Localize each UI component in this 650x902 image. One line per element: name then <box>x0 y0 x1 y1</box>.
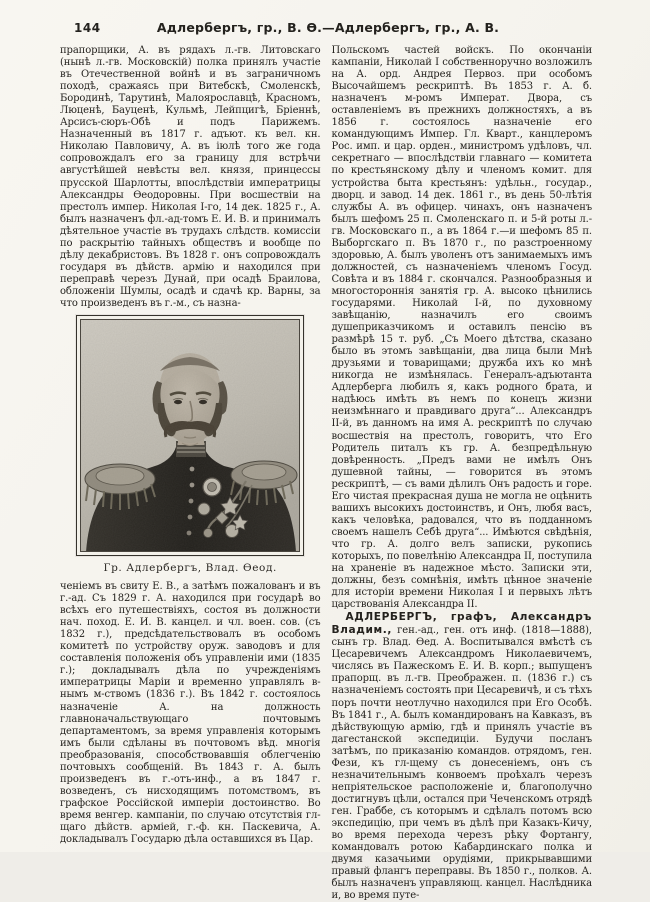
right-column-paragraph-1: Польскомъ частей войскъ. По окончаніи кампаніи, Николай I собственноручно возложилъ на А. орд. Андрея Первоз. при особомъ Высочайшемъ рескриптѣ. Въ 1853 г. А. б. назначенъ м-ромъ Императ. Двора, съ оставленіемъ въ прежнихъ должностяхъ, а въ 1856 г. состоялось назначеніе его командующимъ Импер. Гл. Кварт., канцлеромъ Рос. имп. и цар. орден., министромъ удѣловъ, чл. секретнаго — впослѣдствіи главнаго — комитета по крестьянскому дѣлу и членомъ комит. для устройства быта крестьянъ: удѣльн., государ., дворц. и завод. 14 дек. 1861 г., въ день 50-лѣтія службы А. въ офицер. чинахъ, онъ назначенъ былъ шефомъ 25 п. Смоленскаго п. и 5-й роты л.-гв. Московскаго п., а въ 1864 г.—и шефомъ 85 п. Выборгскаго п. Въ 1870 г., по разстроенному здоровью, А. былъ уволенъ отъ занимаемыхъ имъ должностей, съ назначеніемъ членомъ Госуд. Совѣта и въ 1884 г. скончался. Разнообразныя и многостороннія занятія гр. А. высоко цѣнились государями. Николай I-й, по духовному завѣщанію, назначилъ его своимъ душеприказчикомъ и оставилъ пенсію въ размѣрѣ 15 т. руб. „Съ Моего дѣтства, сказано было въ этомъ завѣщаніи, два лица были Мнѣ друзьями и товарищами; дружба ихъ ко мнѣ никогда не измѣнялась. Генералъ-адъютанта Адлерберга любилъ я, какъ родного брата, и надѣюсь имѣть въ немъ по конецъ жизни неизмѣннаго и правдиваго друга“... Александръ II-й, въ данномъ на имя А. рескриптѣ по случаю восшествія на престолъ, говоритъ, что Его Родитель питалъ къ гр. А. безпредѣльную довѣренность. „Предъ вами не имѣлъ Онъ душевной тайны, — говорится въ этомъ рескриптѣ, — съ вами дѣлилъ Онъ радость и горе. Его чистая прекрасная душа не могла не оцѣнить вашихъ высокихъ достоинствъ, и Онъ, любя васъ, какъ человѣка, радовался, что въ подданномъ своемъ нашелъ Себѣ друга“... Имѣются свѣдѣнія, что гр. А. долго велъ записки, рукопись которыхъ, по повелѣнію Александра II, поступила на храненіе въ надежное мѣсто. Записки эти, должны, безъ сомнѣнія, имѣть цѣнное значеніе для исторіи времени Николая I и первыхъ лѣтъ царствованія Александра II. <box>331 45 592 611</box>
left-column-paragraph-1: прапорщики, А. въ рядахъ л.-гв. Литовскаго (нынѣ л.-гв. Московскій) полка принялъ участіе въ Отечественной войнѣ и въ заграничномъ походѣ, сражаясь при Витебскѣ, Смоленскѣ, Бородинѣ, Тарутинѣ, Малоярославцѣ, Красномъ, Люценѣ, Бауценѣ, Кульмѣ, Лейпцигѣ, Бріеннѣ, Арсисъ-сюръ-Обѣ и подъ Парижемъ. Назначенный въ 1817 г. адъют. къ вел. кн. Николаю Павловичу, А. въ іюлѣ того же года сопровождалъ его за границу для встрѣчи августѣйшей невѣсты вел. князя, принцессы прусской Шарлотты, впослѣдствіи императрицы Александры Ѳеодоровны. При восшествіи на престолъ импер. Николая I-го, 14 дек. 1825 г., А. былъ назначенъ фл.-ад-томъ Е. И. В. и принималъ дѣятельное участіе въ трудахъ слѣдств. комиссіи по раскрытію тайныхъ обществъ и вообще по дѣлу декабристовъ. Въ 1828 г. онъ сопровождалъ государя въ дѣйств. армію и находился при переправѣ черезъ Дунай, при осадѣ Браилова, обложеніи Шумлы, осадѣ и сдачѣ кр. Варны, за что произведенъ въ г.-м., съ назна- <box>60 45 321 309</box>
portrait-engraving-svg <box>80 319 300 552</box>
page-number: 144 <box>74 21 101 35</box>
right-column <box>332 45 593 902</box>
portrait-caption: Гр. Адлербергъ, Влад. Ѳеод. <box>103 562 277 575</box>
entry-heading: АДЛЕРБЕРГЪ, графъ, Александръ Владим., <box>331 611 592 637</box>
text-columns <box>60 45 592 902</box>
left-column <box>60 45 321 902</box>
entry-paragraph <box>332 611 593 902</box>
portrait-figure <box>76 315 304 574</box>
left-column-paragraph-2: ченіемъ въ свиту Е. В., а затѣмъ пожалованъ и въ г.-ад. Съ 1829 г. А. находился при государѣ во всѣхъ его путешествіяхъ, состоя въ должности нач. поход. Е. И. В. канцел. и чл. воен. сов. (съ 1832 г.), предсѣдательствовалъ въ особомъ комитетѣ по устройству оруж. заводовъ и для составленія положенія объ управленіи ими (1835 г.); докладывалъ дѣла по учрежденіямъ императрицы Маріи и временно управлялъ в-нымъ м-ствомъ (1836 г.). Въ 1842 г. состоялось назначеніе А. на должность главноначальствующаго почтовымъ департаментомъ, за время управленія которымъ имъ были сдѣланы въ почтовомъ вѣд. многія преобразованія, способствовавшія облегченію почтовыхъ сообщеній. Въ 1843 г. А. былъ произведенъ въ г.-отъ-инф., а въ 1847 г. возведенъ, съ нисходящимъ потомствомъ, въ графское Россійской имперіи достоинство. Во время венгер. кампаніи, по случаю отсутствія гл-щаго дѣйств. арміей, г.-ф. кн. Паскевича, А. докладывалъ Государю дѣла оставшихся въ Цар. <box>60 581 321 846</box>
portrait-image <box>76 315 304 556</box>
page-header <box>62 20 594 38</box>
entry-body: ген.-ад., ген. отъ инф. (1818—1888), сынъ гр. Влад. Ѳед. А. Воспитывался вмѣстѣ съ Цесаревичемъ Александромъ Николаевичемъ, числясь въ Пажескомъ Е. И. В. корп.; выпущенъ прапорщ. въ л.-гв. Преображен. п. (1836 г.) съ назначеніемъ состоять при Цесаревичѣ, и съ тѣхъ поръ почти неотлучно находился при Его Особѣ. Въ 1841 г., А. былъ командированъ на Кавказъ, въ дѣйствующую армію, гдѣ и принялъ участіе въ дагестанской экспедиціи. Будучи посланъ затѣмъ, по приказанію командов. отрядомъ, ген. Фези, къ гл-щему съ донесеніемъ, онъ съ незначительнымъ конвоемъ проѣхалъ черезъ непріятельское расположеніе и, благополучно достигнувъ цѣли, остался при Чеченскомъ отрядѣ ген. Граббе, съ которымъ и сдѣлалъ потомъ всю экспедицію, при чемъ въ дѣлѣ при Казакъ-Кичу, во время перехода черезъ рѣку Фортангу, командовалъ ротою Кабардинскаго полка и двумя казачьими орудіями, прикрывавшими правый флангъ переправы. Въ 1850 г., полков. А. былъ назначенъ управляющ. канцел. Наслѣдника и, во время путе- <box>331 625 592 902</box>
running-header: Адлербергъ, гр., В. Ѳ.—Адлербергъ, гр., А. В. <box>156 20 500 35</box>
